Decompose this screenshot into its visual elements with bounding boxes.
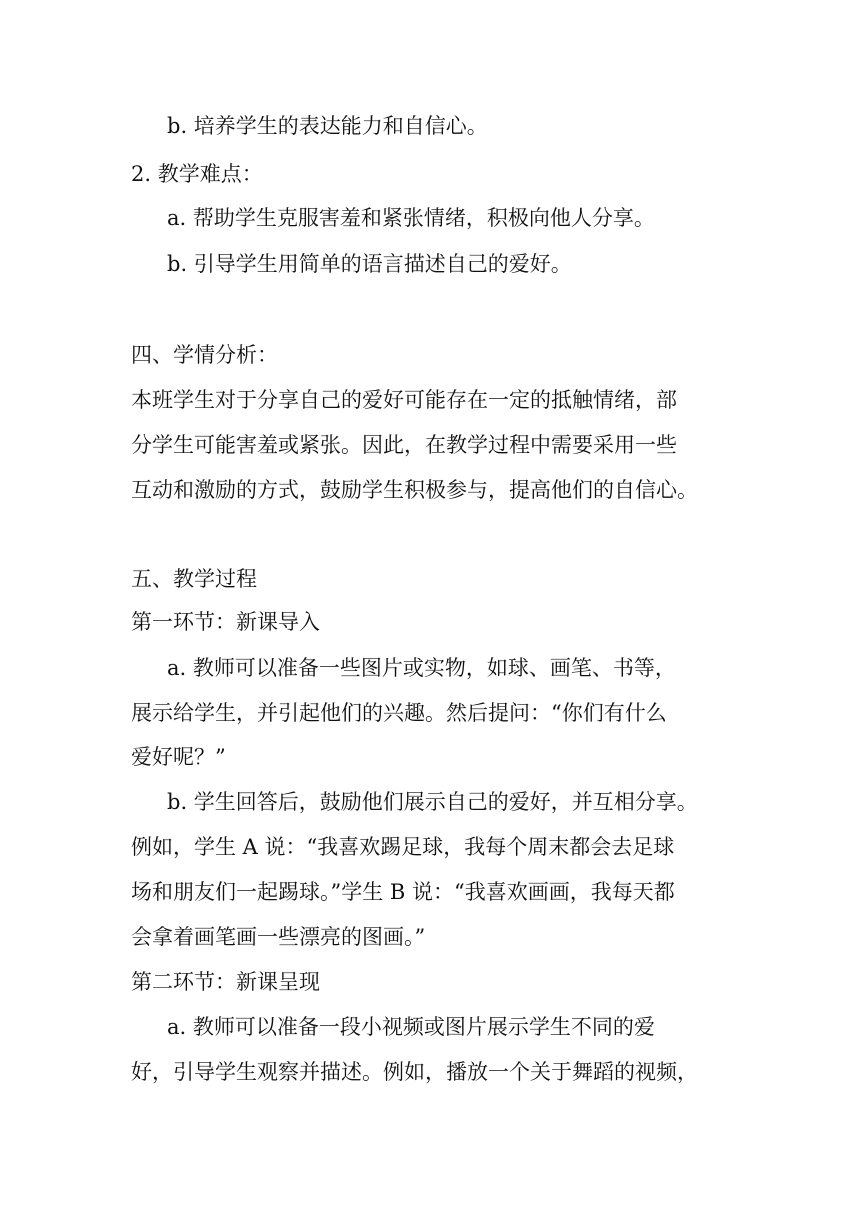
objective-b-line: b. 培养学生的表达能力和自信心。 — [167, 114, 488, 138]
section-heading-process: 五、教学过程 — [131, 567, 257, 591]
intro-step-b-line: 会拿着画笔画一些漂亮的图画。” — [131, 925, 426, 949]
intro-step-b-line: 场和朋友们一起踢球。”学生 B 说：“我喜欢画画，我每天都 — [131, 880, 675, 904]
subsection-heading-intro: 第一环节：新课导入 — [131, 610, 320, 634]
difficulty-b-line: b. 引导学生用简单的语言描述自己的爱好。 — [167, 252, 572, 276]
section-heading-difficulties: 2. 教学难点： — [131, 162, 263, 186]
intro-step-a-line: 展示给学生，并引起他们的兴趣。然后提问：“你们有什么 — [131, 701, 667, 725]
intro-step-b-line: b. 学生回答后，鼓励他们展示自己的爱好，并互相分享。 — [167, 790, 698, 814]
analysis-paragraph-line: 分学生可能害羞或紧张。因此，在教学过程中需要采用一些 — [131, 433, 677, 457]
analysis-paragraph-line: 互动和激励的方式，鼓励学生积极参与，提高他们的自信心。 — [131, 478, 698, 502]
subsection-heading-presentation: 第二环节：新课呈现 — [131, 970, 320, 994]
intro-step-b-line: 例如，学生 A 说：“我喜欢踢足球，我每个周末都会去足球 — [131, 835, 675, 859]
section-heading-analysis: 四、学情分析： — [131, 343, 278, 367]
analysis-paragraph-line: 本班学生对于分享自己的爱好可能存在一定的抵触情绪，部 — [131, 388, 677, 412]
intro-step-a-line: 爱好呢？” — [131, 745, 226, 769]
presentation-step-a-line: 好，引导学生观察并描述。例如，播放一个关于舞蹈的视频， — [131, 1060, 698, 1084]
presentation-step-a-line: a. 教师可以准备一段小视频或图片展示学生不同的爱 — [167, 1015, 655, 1039]
intro-step-a-line: a. 教师可以准备一些图片或实物，如球、画笔、书等， — [167, 656, 676, 680]
difficulty-a-line: a. 帮助学生克服害羞和紧张情绪，积极向他人分享。 — [167, 206, 655, 230]
